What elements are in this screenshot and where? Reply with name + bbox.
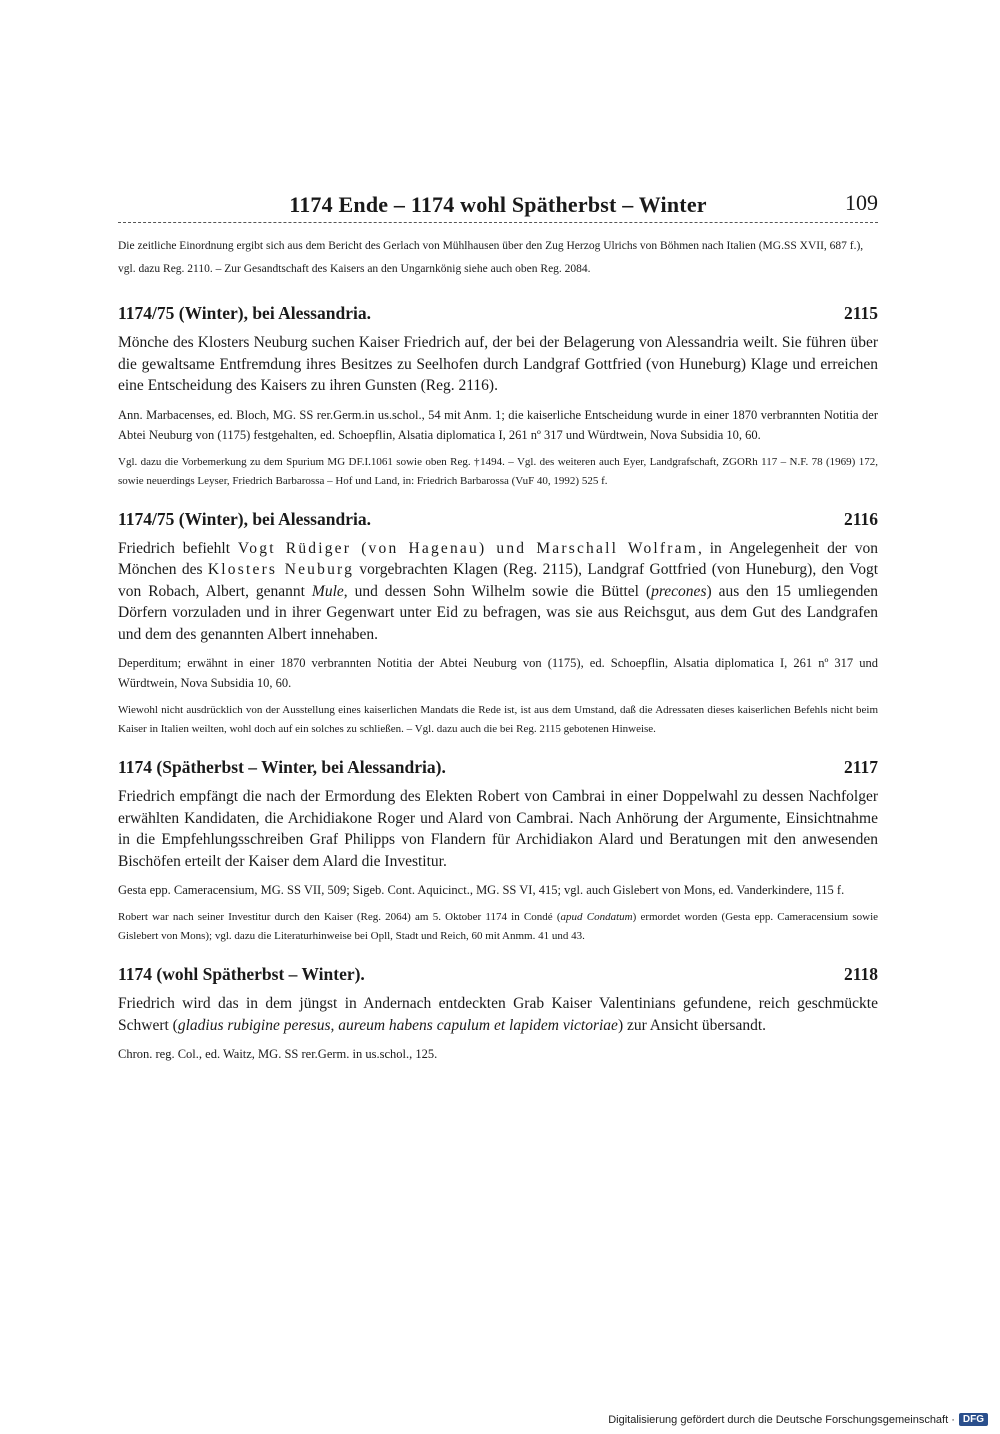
text-segment: , in Angelegenheit der von Mönchen des: [118, 539, 878, 578]
entry-source: Ann. Marbacenses, ed. Bloch, MG. SS rer.Germ.in us.schol., 54 mit Anm. 1; die kaiserliche Entscheidung wurde in einer 1870 verbrannten Notitia der Abtei Neuburg von (1175) festgehalten, ed. Schoepflin, Alsatia diplomatica I, 261 nº 317 und Würdtwein, Nova Subsidia 10, 60.: [118, 407, 878, 442]
entry-text: [118, 993, 878, 1036]
running-header: [118, 190, 878, 223]
regest-entry-2115: [118, 303, 878, 491]
entry-text: Friedrich empfängt die nach der Ermordung des Elekten Robert von Cambrai in einer Doppelwahl zu dessen Nachfolger erwählten Kandidaten, die Archidiakone Roger und Alard von Cambrai. Nach Anhörung der Argumente, Einsichtnahme in die Empfehlungsschreiben Graf Philipps von Flandern für Archidiakon Alard und Beratungen mit den anwesenden Bischöfen erteilt der Kaiser dem Alard die Investitur.: [118, 788, 878, 870]
document-page: [118, 190, 878, 1082]
page-number: 109: [845, 190, 878, 215]
text-segment: Friedrich befiehlt: [118, 539, 238, 557]
text-segment: ) zur Ansicht übersandt.: [617, 1016, 767, 1034]
entry-date-place: 1174 (wohl Spätherbst – Winter).: [118, 964, 365, 984]
italic-term: precones: [651, 582, 707, 600]
text-segment: , und dessen Sohn Wilhelm sowie die Büttel (: [343, 582, 652, 600]
regest-entry-2116: [118, 509, 878, 740]
italic-term: gladius rubigine peresus, aureum habens capulum et lapidem victoriae: [177, 1016, 618, 1034]
entry-source: Chron. reg. Col., ed. Waitz, MG. SS rer.Germ. in us.schol., 125.: [118, 1047, 438, 1061]
entry-comment: [118, 908, 878, 946]
entry-text: [118, 538, 878, 646]
entry-heading: [118, 964, 878, 985]
regest-entry-2117: [118, 757, 878, 946]
entry-heading: [118, 509, 878, 530]
footer-text: Digitalisierung gefördert durch die Deutsche Forschungsgemeinschaft ·: [608, 1413, 955, 1426]
running-title: 1174 Ende – 1174 wohl Spätherbst – Winter: [289, 192, 707, 217]
entry-heading: [118, 757, 878, 778]
entry-date-place: 1174 (Spätherbst – Winter, bei Alessandria).: [118, 757, 446, 777]
entry-comment: Wiewohl nicht ausdrücklich von der Ausstellung eines kaiserlichen Mandats die Rede ist, ist aus dem Umstand, daß die Adressaten dieses kaiserlichen Befehls nicht beim Kaiser in Italien weilten, wohl doch auf ein solches zu schließen. – Vgl. dazu auch die bei Reg. 2115 gebotenen Hinweise.: [118, 704, 878, 735]
entry-date-place: 1174/75 (Winter), bei Alessandria.: [118, 508, 371, 529]
entry-text: Mönche des Klosters Neuburg suchen Kaiser Friedrich auf, der bei der Belagerung von Alessandria weilt. Sie führen über die gewaltsame Entfremdung ihres Besitzes zu Seelhofen durch Landgraf Gottfried (von Huneburg) Klage und erreichen eine Entscheidung des Kaisers zu ihren Gunsten (Reg. 2116).: [118, 334, 878, 394]
spaced-names: Vogt Rüdiger (von Hagenau) und Marschall Wolfram: [237, 539, 698, 557]
text-segment: Robert war nach seiner Investitur durch den Kaiser (Reg. 2064) am 5. Oktober 1174 in Condé (: [118, 911, 561, 923]
text-segment: vorgebrachten Klagen (Reg. 2115), Landgraf Gottfried (von Huneburg), den Vogt von Robach, Albert, genannt: [118, 561, 879, 600]
entry-date-place: 1174/75 (Winter), bei Alessandria.: [118, 303, 371, 323]
text-segment: ) aus den 15 umliegenden Dörfern vorzuladen und in ihrer Gegenwart unter Eid zu befragen, was sie aus Reichsgut, aus dem Gut des Landgrafen und dem des genannten Albert innehaben.: [118, 582, 878, 643]
text-segment: Friedrich wird das in dem jüngst in Andernach entdeckten Grab Kaiser Valentinians gefundene, reich geschmückte Schwert (: [118, 995, 878, 1034]
dfg-logo-icon: DFG: [959, 1413, 988, 1426]
intro-note: Die zeitliche Einordnung ergibt sich aus dem Bericht des Gerlach von Mühlhausen über den Zug Herzog Ulrichs von Böhmen nach Italien (MG.SS XVII, 687 f.), vgl. dazu Reg. 2110. – Zur Gesandtschaft des Kaisers an den Ungarnkönig siehe auch oben Reg. 2084.: [118, 240, 864, 275]
entry-comment: Vgl. dazu die Vorbemerkung zu dem Spurium MG DF.I.1061 sowie oben Reg. †1494. – Vgl. des weiteren auch Eyer, Landgrafschaft, ZGORh 117 – N.F. 78 (1969) 172, sowie neuerdings Leyser, Friedrich Barbarossa – Hof und Land, in: Friedrich Barbarossa (VuF 40, 1992) 525 f.: [118, 455, 878, 487]
text-segment: ) ermordet worden (Gesta epp. Cameracensium sowie Gislebert von Mons); vgl. dazu die Literaturhinweise bei Opll, Stadt und Reich, 60 mit Anmm. 41 und 43.: [118, 911, 879, 942]
entry-heading: [118, 303, 878, 324]
regest-entry-2118: [118, 964, 878, 1064]
italic-term: Mule: [311, 582, 344, 600]
footer-credit: [608, 1413, 988, 1426]
spaced-names: Klosters Neuburg: [207, 561, 355, 578]
entry-number: 2117: [843, 757, 878, 777]
entry-number: 2116: [843, 508, 878, 529]
italic-term: apud Condatum: [560, 911, 633, 923]
entry-number: 2118: [843, 964, 878, 984]
entry-number: 2115: [843, 303, 878, 323]
entry-source: Deperditum; erwähnt in einer 1870 verbrannten Notitia der Abtei Neuburg von (1175), ed. Schoepflin, Alsatia diplomatica I, 261 nº 317 und Würdtwein, Nova Subsidia 10, 60.: [118, 656, 878, 690]
entry-source: Gesta epp. Cameracensium, MG. SS VII, 509; Sigeb. Cont. Aquicinct., MG. SS VI, 415; vgl. auch Gislebert von Mons, ed. Vanderkindere, 115 f.: [118, 883, 845, 897]
